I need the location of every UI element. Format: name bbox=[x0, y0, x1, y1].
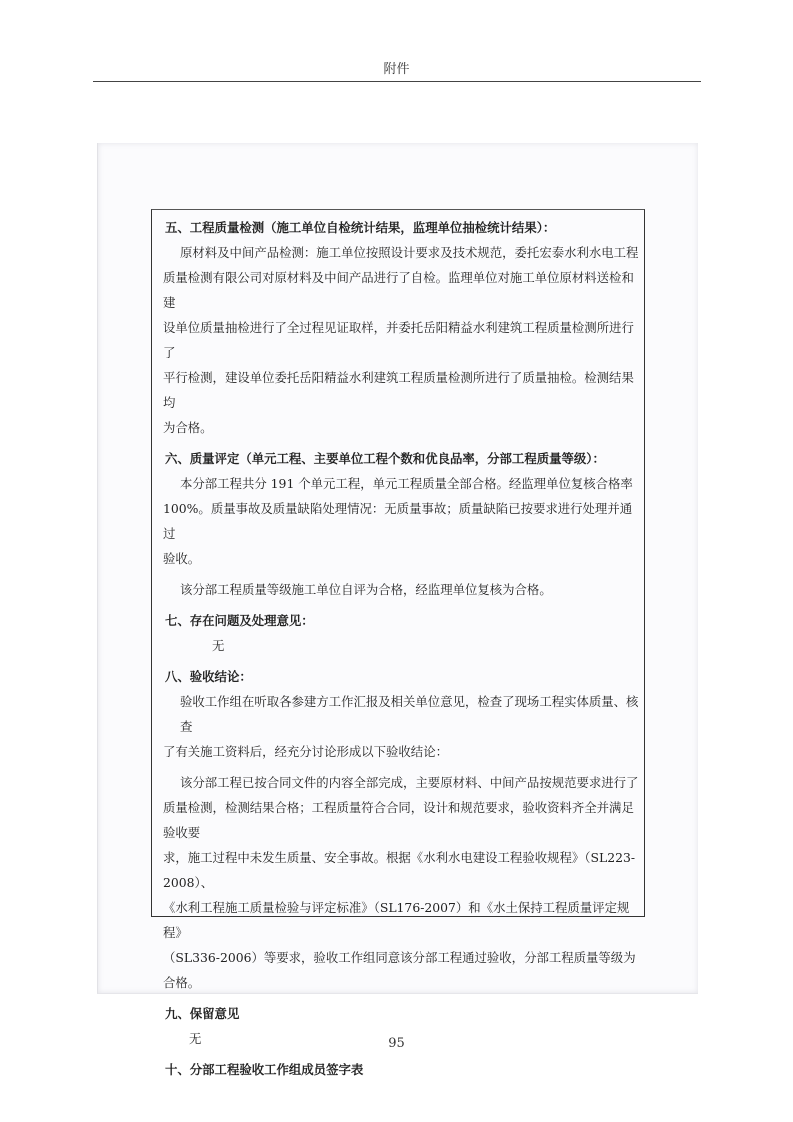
section-5-line: 平行检测，建设单位委托岳阳精益水利建筑工程质量检测所进行了质量抽检。检测结果均 bbox=[163, 370, 634, 410]
section-9-title: 九、保留意见 bbox=[165, 1006, 240, 1021]
section-7-body: 无 bbox=[212, 638, 225, 653]
section-6-conclusion: 该分部工程质量等级施工单位自评为合格，经监理单位复核为合格。 bbox=[180, 582, 552, 597]
section-6-title: 六、质量评定（单元工程、主要单位工程个数和优良品率，分部工程质量等级）： bbox=[165, 451, 605, 466]
section-8-title: 八、验收结论： bbox=[165, 669, 252, 684]
section-8-conclusion-line: 质量检测，检测结果合格；工程质量符合合同，设计和规范要求，验收资料齐全并满足验收要 bbox=[163, 800, 634, 840]
form-content bbox=[160, 215, 640, 1082]
section-6-line: 验收。 bbox=[163, 551, 201, 566]
section-8-conclusion-line: 《水利工程施工质量检验与评定标准》（SL176-2007）和《水土保持工程质量评定规程》 bbox=[163, 900, 630, 940]
section-7-title: 七、存在问题及处理意见： bbox=[165, 613, 314, 628]
header-rule bbox=[93, 81, 701, 82]
section-5-title: 五、工程质量检测（施工单位自检统计结果，监理单位抽检统计结果）： bbox=[165, 220, 556, 235]
section-5-line: 设单位质量抽检进行了全过程见证取样，并委托岳阳精益水利建筑工程质量检测所进行了 bbox=[163, 320, 634, 360]
section-5-line: 质量检测有限公司对原材料及中间产品进行了自检。监理单位对施工单位原材料送检和建 bbox=[163, 270, 634, 310]
page-number: 95 bbox=[388, 1036, 405, 1051]
section-5-line: 为合格。 bbox=[163, 420, 213, 435]
section-8-conclusion-line: 求，施工过程中未发生质量、安全事故。根据《水利水电建设工程验收规程》（SL223-2008）、 bbox=[163, 850, 636, 890]
section-8-conclusion-line: 该分部工程已按合同文件的内容全部完成，主要原材料、中间产品按规范要求进行了 bbox=[180, 775, 639, 790]
section-5-line: 原材料及中间产品检测：施工单位按照设计要求及技术规范，委托宏泰水利水电工程 bbox=[180, 245, 639, 260]
page-header: 附件 bbox=[383, 62, 410, 77]
section-8-conclusion-line: （SL336-2006）等要求，验收工作组同意该分部工程通过验收，分部工程质量等级为合格。 bbox=[163, 950, 636, 990]
section-6-line: 100%。质量事故及质量缺陷处理情况：无质量事故；质量缺陷已按要求进行处理并通过 bbox=[163, 501, 633, 541]
section-9-body: 无 bbox=[189, 1031, 202, 1046]
section-8-line: 验收工作组在听取各参建方工作汇报及相关单位意见，检查了现场工程实体质量、核查 bbox=[180, 694, 639, 734]
section-8-line: 了有关施工资料后，经充分讨论形成以下验收结论： bbox=[163, 744, 448, 759]
section-6-line: 本分部工程共分 191 个单元工程，单元工程质量全部合格。经监理单位复核合格率 bbox=[180, 476, 633, 491]
section-10-title: 十、分部工程验收工作组成员签字表 bbox=[165, 1062, 364, 1077]
